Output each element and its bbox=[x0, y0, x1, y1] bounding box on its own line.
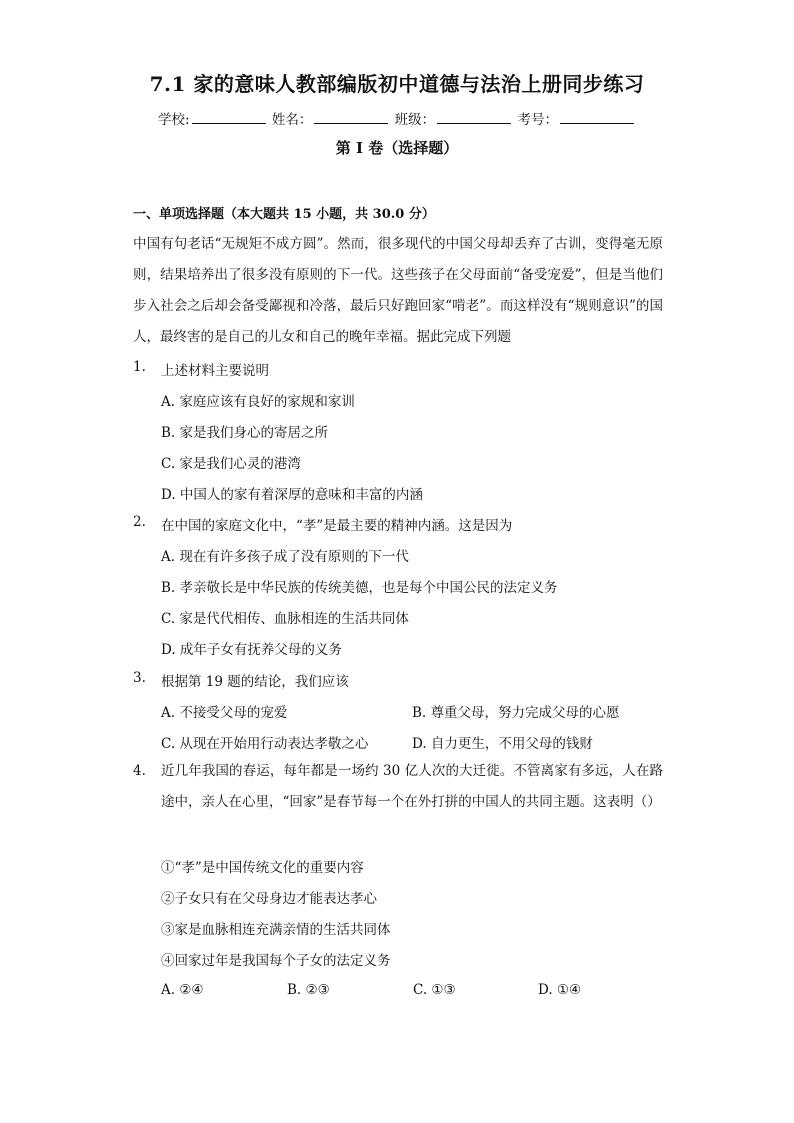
option-d[interactable]: D. 自力更生，不用父母的钱财 bbox=[412, 736, 593, 752]
question-stem: 近几年我国的春运，每年都是一场约 30 亿人次的大迁徙。不管离家有多远，人在路途中，亲人在心里，“回家”是春节每一个在外打拼的中国人的共同主题。这表明（） bbox=[161, 763, 663, 810]
section-heading: 一、单项选择题（本大题共 15 小题，共 30.0 分） bbox=[133, 207, 435, 222]
question-number: 2. bbox=[133, 514, 146, 530]
option-d[interactable]: D. ①④ bbox=[538, 982, 582, 998]
question-stem: 在中国的家庭文化中，“孝”是最主要的精神内涵。这是因为 bbox=[161, 518, 513, 534]
question-number: 1. bbox=[133, 359, 146, 375]
option-c[interactable]: C. 家是我们心灵的港湾 bbox=[161, 456, 301, 472]
document-title: 7.1 家的意味人教部编版初中道德与法治上册同步练习 bbox=[149, 72, 645, 96]
exam-number-label: 考号： bbox=[517, 112, 558, 128]
name-label: 姓名： bbox=[271, 112, 313, 128]
statement-1: ①“孝”是中国传统文化的重要内容 bbox=[161, 860, 364, 876]
option-b[interactable]: B. 尊重父母，努力完成父母的心愿 bbox=[412, 705, 620, 721]
option-c[interactable]: C. 从现在开始用行动表达孝敬之心 bbox=[161, 736, 369, 752]
option-c[interactable]: C. ①③ bbox=[413, 982, 456, 998]
statement-4: ④回家过年是我国每个子女的法定义务 bbox=[161, 953, 391, 969]
option-b[interactable]: B. 家是我们身心的寄居之所 bbox=[161, 425, 329, 441]
option-a[interactable]: A. 家庭应该有良好的家规和家训 bbox=[161, 394, 355, 410]
question-stem: 根据第 19 题的结论，我们应该 bbox=[161, 674, 349, 690]
statement-2: ②子女只有在父母身边才能表达孝心 bbox=[161, 891, 377, 907]
question-number: 3. bbox=[133, 670, 146, 686]
option-d[interactable]: D. 中国人的家有着深厚的意味和丰富的内涵 bbox=[161, 487, 423, 503]
school-label: 学校: bbox=[158, 112, 190, 128]
class-label: 班级： bbox=[394, 112, 436, 128]
exam-number-blank[interactable] bbox=[560, 111, 634, 124]
class-blank[interactable] bbox=[437, 111, 511, 124]
volume-heading: 第 I 卷（选择题） bbox=[335, 139, 459, 157]
material-paragraph: 中国有句老话“无规矩不成方圆”。然而，很多现代的中国父母却丢弃了古训，变得毫无原则，结果培养出了很多没有原则的下一代。这些孩子在父母面前“备受宠爱”，但是当他们步入社会之后却会备受鄙视和冷落，最后只好跑回家“啃老”。而这样没有“规则意识”的国人，最终害的是自己的儿女和自己的晚年幸福。据此完成下列题 bbox=[133, 236, 663, 345]
student-info-line bbox=[0, 108, 794, 128]
school-blank[interactable] bbox=[192, 111, 266, 124]
option-d[interactable]: D. 成年子女有抚养父母的义务 bbox=[161, 642, 342, 658]
name-blank[interactable] bbox=[314, 111, 388, 124]
option-a[interactable]: A. 不接受父母的宠爱 bbox=[161, 705, 288, 721]
option-a[interactable]: A. 现在有许多孩子成了没有原则的下一代 bbox=[161, 549, 409, 565]
option-b[interactable]: B. 孝亲敬长是中华民族的传统美德，也是每个中国公民的法定义务 bbox=[161, 580, 558, 596]
question-stem: 上述材料主要说明 bbox=[161, 363, 269, 379]
statement-3: ③家是血脉相连充满亲情的生活共同体 bbox=[161, 922, 391, 938]
option-a[interactable]: A. ②④ bbox=[161, 982, 204, 998]
question-number: 4. bbox=[133, 763, 146, 779]
option-c[interactable]: C. 家是代代相传、血脉相连的生活共同体 bbox=[161, 611, 409, 627]
option-b[interactable]: B. ②③ bbox=[287, 982, 330, 998]
